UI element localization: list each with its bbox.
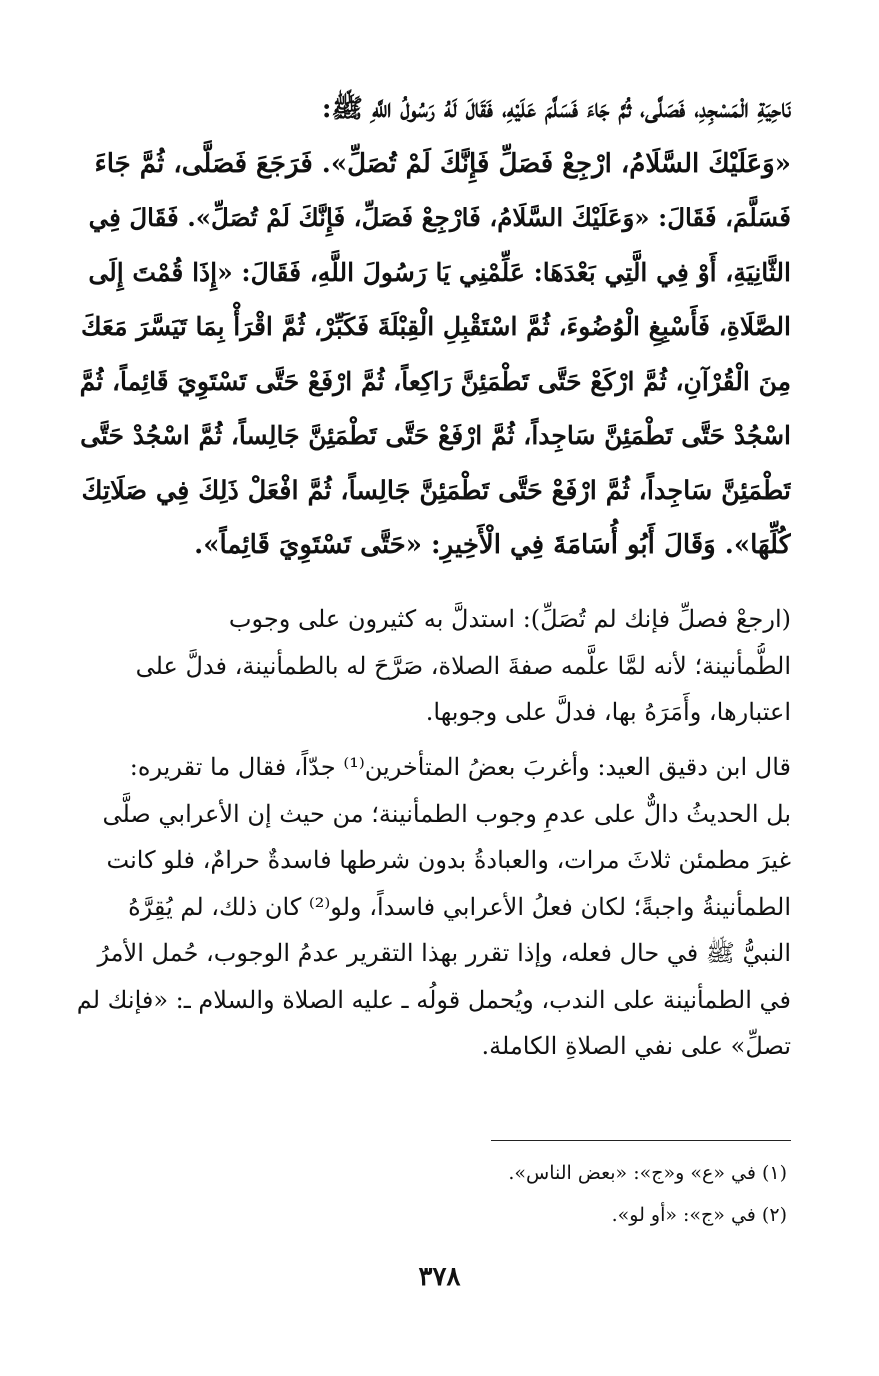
commentary-line: (ارجعْ فصلِّ فإنك لم تُصَلِّ): استدلَّ به كثيرون على وجوب <box>228 605 791 633</box>
hadith-line: اسْجُدْ حَتَّى تَطْمَئِنَّ سَاجِداً، ثُمَّ ارْفَعْ حَتَّى تَطْمَئِنَّ جَالِساً، ثُمَّ اسْجُدْ حَتَّى <box>80 421 791 450</box>
page-number: ٣٧٨ <box>418 1262 461 1292</box>
footnote-divider <box>491 1140 791 1141</box>
commentary-line: في الطمأنينة على الندب، ويُحمل قولُه ـ عليه الصلاة والسلام ـ: «فإنك لم <box>77 985 791 1014</box>
hadith-text <box>77 82 791 573</box>
hadith-line: فَسَلَّمَ، فَقَالَ: «وَعَلَيْكَ السَّلَامُ، فَارْجِعْ فَصَلِّ، فَإِنَّكَ لَمْ تُصَلِّ». فَقَالَ فِي <box>88 203 791 232</box>
footnote: (٢) في «ج»: «أو لو». <box>611 1204 787 1226</box>
commentary-line: تصلِّ» على نفي الصلاةِ الكاملة. <box>481 1032 791 1060</box>
commentary-line: الطمأنينةُ واجبةً؛ لكان فعلُ الأعرابي فاسداً، ولو⁽²⁾ كان ذلك، لم يُقِرَّهُ <box>128 892 791 921</box>
commentary-paragraph <box>77 596 791 736</box>
commentary-line: النبيُّ ﷺ في حال فعله، وإذا تقرر بهذا التقرير عدمُ الوجوب، حُمل الأمرُ <box>97 939 791 967</box>
commentary-paragraph <box>77 744 791 1070</box>
hadith-line: كُلِّهَا». وَقَالَ أَبُو أُسَامَةَ فِي الْأَخِيرِ: «حَتَّى تَسْتَوِيَ قَائِماً». <box>194 530 791 560</box>
footnotes <box>87 1152 787 1236</box>
commentary-line: قال ابن دقيق العيد: وأغربَ بعضُ المتأخرين⁽¹⁾ جدّاً، فقال ما تقريره: <box>129 753 791 781</box>
commentary-line: اعتبارها، وأَمَرَهُ بها، فدلَّ على وجوبها. <box>425 698 791 726</box>
footnote: (١) في «ع» و«ج»: «بعض الناس». <box>508 1162 787 1184</box>
hadith-line: الثَّانِيَةِ، أَوْ فِي الَّتِي بَعْدَهَا: عَلِّمْنِي يَا رَسُولَ اللَّهِ، فَقَالَ: «إِذَا قُمْتَ إِلَى <box>88 257 791 287</box>
hadith-line: مِنَ الْقُرْآنِ، ثُمَّ ارْكَعْ حَتَّى تَطْمَئِنَّ رَاكِعاً، ثُمَّ ارْفَعْ حَتَّى تَسْتَوِيَ قَائِماً، ثُمَّ <box>79 366 791 396</box>
commentary-line: بل الحديثُ دالٌّ على عدمِ وجوب الطمأنينة؛ من حيث إن الأعرابي صلَّى <box>102 799 791 828</box>
hadith-line: الصَّلَاةِ، فَأَسْبِغِ الْوُضُوءَ، ثُمَّ اسْتَقْبِلِ الْقِبْلَةَ فَكَبِّرْ، ثُمَّ اقْرَأْ بِمَا تَيَسَّرَ مَعَكَ <box>80 312 791 341</box>
commentary-line: الطُّمأنينة؛ لأنه لمَّا علَّمه صفةَ الصلاة، صَرَّحَ له بالطمأنينة، فدلَّ على <box>135 651 791 680</box>
hadith-line: نَاحِيَةِ الْمَسْجِدِ، فَصَلَّى، ثُمَّ جَاءَ فَسَلَّمَ عَلَيْهِ، فَقَالَ لَهُ رَسُولُ اللَّهِ ﷺ: <box>321 94 791 124</box>
hadith-line: تَطْمَئِنَّ سَاجِداً، ثُمَّ ارْفَعْ حَتَّى تَطْمَئِنَّ جَالِساً، ثُمَّ افْعَلْ ذَلِكَ فِي صَلَاتِكَ <box>81 475 791 506</box>
hadith-line: «وَعَلَيْكَ السَّلَامُ، ارْجِعْ فَصَلِّ فَإِنَّكَ لَمْ تُصَلِّ». فَرَجَعَ فَصَلَّى، ثُمَّ جَاءَ <box>94 148 791 179</box>
commentary-line: غيرَ مطمئن ثلاثَ مرات، والعبادةُ بدون شرطها فاسدةٌ حرامٌ، فلو كانت <box>106 846 791 874</box>
